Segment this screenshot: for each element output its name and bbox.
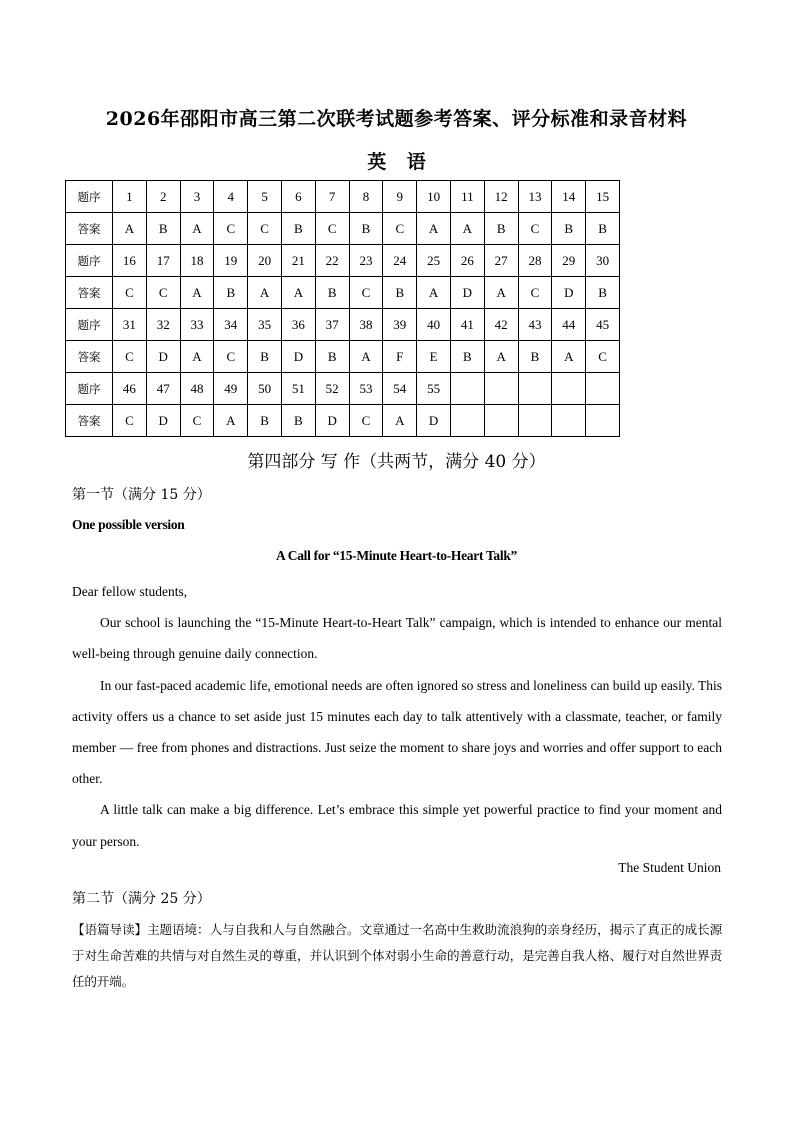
essay-title: A Call for “15-Minute Heart-to-Heart Talk” bbox=[276, 548, 517, 563]
answer-cell: C bbox=[586, 341, 620, 373]
question-number-cell: 39 bbox=[383, 309, 417, 341]
question-number-cell: 10 bbox=[417, 181, 451, 213]
answer-cell: B bbox=[281, 405, 315, 437]
answer-cell: A bbox=[349, 341, 383, 373]
question-number-cell: 5 bbox=[248, 181, 282, 213]
signature: The Student Union bbox=[618, 860, 721, 875]
answer-cell: B bbox=[586, 277, 620, 309]
answer-cell: C bbox=[146, 277, 180, 309]
answer-row bbox=[66, 341, 620, 373]
row-label: 答案 bbox=[66, 277, 113, 309]
question-number-cell: 43 bbox=[518, 309, 552, 341]
question-number-row bbox=[66, 245, 620, 277]
question-number-cell: 38 bbox=[349, 309, 383, 341]
question-number-row bbox=[66, 373, 620, 405]
answer-cell: C bbox=[180, 405, 214, 437]
question-number-cell: 6 bbox=[281, 181, 315, 213]
answer-cell: A bbox=[180, 277, 214, 309]
question-number-cell: 3 bbox=[180, 181, 214, 213]
question-number-row bbox=[66, 181, 620, 213]
section1-heading: 第一节（满分 15 分） bbox=[72, 487, 211, 503]
answer-cell: B bbox=[450, 341, 484, 373]
question-number-cell: 8 bbox=[349, 181, 383, 213]
question-number-cell: 7 bbox=[315, 181, 349, 213]
answer-cell: B bbox=[552, 213, 586, 245]
question-number-cell: 26 bbox=[450, 245, 484, 277]
answer-cell: C bbox=[248, 213, 282, 245]
essay-body bbox=[72, 576, 722, 857]
answer-cell: D bbox=[552, 277, 586, 309]
answer-cell: B bbox=[315, 277, 349, 309]
question-number-cell: 54 bbox=[383, 373, 417, 405]
answer-cell: C bbox=[214, 213, 248, 245]
answer-cell: C bbox=[113, 277, 147, 309]
essay-paragraph: In our fast-paced academic life, emotional needs are often ignored so stress and loneliness can build up easily. This activity offers us a chance to set aside just 15 minutes each day to talk attentively with a classmate, teacher, or family member — free from phones and distractions. Just seize the moment to share joys and worries and offer support to each other. bbox=[72, 677, 722, 787]
question-number-cell: 9 bbox=[383, 181, 417, 213]
section2-heading: 第二节（满分 25 分） bbox=[72, 891, 211, 907]
answer-cell: C bbox=[349, 277, 383, 309]
answer-cell: D bbox=[450, 277, 484, 309]
question-number-cell: 29 bbox=[552, 245, 586, 277]
question-number-cell bbox=[552, 373, 586, 405]
question-number-cell: 23 bbox=[349, 245, 383, 277]
question-number-cell: 34 bbox=[214, 309, 248, 341]
question-number-cell: 2 bbox=[146, 181, 180, 213]
question-number-cell: 17 bbox=[146, 245, 180, 277]
answer-cell: A bbox=[417, 277, 451, 309]
answer-cell: B bbox=[383, 277, 417, 309]
answer-cell: A bbox=[552, 341, 586, 373]
answer-cell: D bbox=[417, 405, 451, 437]
reading-guide: 【语篇导读】主题语境：人与自我和人与自然融合。文章通过一名高中生救助流浪狗的亲身经历，揭示了真正的成长源于对生命苦难的共情与对自然生灵的尊重，并认识到个体对弱小生命的善意行动，是完善自我人格、履行对自然世界责任的开端。 bbox=[72, 922, 722, 989]
question-number-cell: 47 bbox=[146, 373, 180, 405]
answer-row bbox=[66, 213, 620, 245]
question-number-cell: 41 bbox=[450, 309, 484, 341]
answer-cell: A bbox=[214, 405, 248, 437]
question-number-cell: 51 bbox=[281, 373, 315, 405]
answer-cell: B bbox=[586, 213, 620, 245]
question-number-cell bbox=[484, 373, 518, 405]
answer-cell: B bbox=[146, 213, 180, 245]
answer-cell bbox=[586, 405, 620, 437]
row-label: 题序 bbox=[66, 181, 113, 213]
row-label: 题序 bbox=[66, 309, 113, 341]
row-label: 答案 bbox=[66, 405, 113, 437]
essay-paragraph: A little talk can make a big difference. Let’s embrace this simple yet powerful practice to find your moment and your person. bbox=[72, 802, 722, 849]
part4-heading: 第四部分 写 作（共两节，满分 40 分） bbox=[247, 452, 546, 472]
answer-cell: C bbox=[113, 405, 147, 437]
answer-cell: C bbox=[214, 341, 248, 373]
answer-cell: A bbox=[417, 213, 451, 245]
row-label: 答案 bbox=[66, 213, 113, 245]
essay-paragraph: Our school is launching the “15-Minute Heart-to-Heart Talk” campaign, which is intended to enhance our mental well-being through genuine daily connection. bbox=[72, 615, 722, 662]
answer-cell: D bbox=[315, 405, 349, 437]
question-number-cell: 25 bbox=[417, 245, 451, 277]
answer-cell: B bbox=[248, 405, 282, 437]
question-number-cell: 15 bbox=[586, 181, 620, 213]
question-number-cell: 50 bbox=[248, 373, 282, 405]
answer-cell: A bbox=[248, 277, 282, 309]
question-number-cell: 52 bbox=[315, 373, 349, 405]
answer-cell: A bbox=[383, 405, 417, 437]
answer-cell: B bbox=[214, 277, 248, 309]
question-number-cell: 4 bbox=[214, 181, 248, 213]
subject-title: 英 语 bbox=[367, 151, 426, 173]
question-number-cell: 53 bbox=[349, 373, 383, 405]
document-title: 2026年邵阳市高三第二次联考试题参考答案、评分标准和录音材料 bbox=[105, 108, 688, 130]
question-number-cell: 42 bbox=[484, 309, 518, 341]
question-number-cell: 13 bbox=[518, 181, 552, 213]
answer-cell: B bbox=[315, 341, 349, 373]
answer-cell: B bbox=[518, 341, 552, 373]
question-number-cell: 12 bbox=[484, 181, 518, 213]
question-number-cell: 20 bbox=[248, 245, 282, 277]
answer-cell: E bbox=[417, 341, 451, 373]
question-number-cell: 16 bbox=[113, 245, 147, 277]
question-number-cell bbox=[450, 373, 484, 405]
question-number-cell: 1 bbox=[113, 181, 147, 213]
answer-cell: F bbox=[383, 341, 417, 373]
answer-cell: C bbox=[518, 213, 552, 245]
question-number-cell: 14 bbox=[552, 181, 586, 213]
answer-cell: A bbox=[450, 213, 484, 245]
question-number-cell: 55 bbox=[417, 373, 451, 405]
question-number-cell: 21 bbox=[281, 245, 315, 277]
question-number-cell bbox=[518, 373, 552, 405]
answer-cell: D bbox=[146, 405, 180, 437]
question-number-cell: 48 bbox=[180, 373, 214, 405]
question-number-cell: 32 bbox=[146, 309, 180, 341]
answer-cell: C bbox=[383, 213, 417, 245]
answer-cell: C bbox=[113, 341, 147, 373]
answer-cell: B bbox=[281, 213, 315, 245]
answer-cell: A bbox=[180, 213, 214, 245]
question-number-cell: 31 bbox=[113, 309, 147, 341]
answer-cell: D bbox=[146, 341, 180, 373]
question-number-cell: 28 bbox=[518, 245, 552, 277]
answer-cell: A bbox=[281, 277, 315, 309]
question-number-cell: 11 bbox=[450, 181, 484, 213]
question-number-cell: 24 bbox=[383, 245, 417, 277]
question-number-cell: 22 bbox=[315, 245, 349, 277]
question-number-cell: 19 bbox=[214, 245, 248, 277]
question-number-cell: 36 bbox=[281, 309, 315, 341]
question-number-cell: 30 bbox=[586, 245, 620, 277]
answer-cell: B bbox=[349, 213, 383, 245]
question-number-cell: 27 bbox=[484, 245, 518, 277]
answer-cell: D bbox=[281, 341, 315, 373]
answer-row bbox=[66, 277, 620, 309]
question-number-cell: 44 bbox=[552, 309, 586, 341]
answer-cell: C bbox=[349, 405, 383, 437]
question-number-cell: 49 bbox=[214, 373, 248, 405]
question-number-cell: 45 bbox=[586, 309, 620, 341]
row-label: 答案 bbox=[66, 341, 113, 373]
answer-cell: A bbox=[113, 213, 147, 245]
version-label: One possible version bbox=[72, 517, 185, 532]
answer-cell bbox=[518, 405, 552, 437]
answer-cell: C bbox=[315, 213, 349, 245]
answer-cell: B bbox=[248, 341, 282, 373]
answer-cell: B bbox=[484, 213, 518, 245]
answer-row bbox=[66, 405, 620, 437]
answer-cell bbox=[450, 405, 484, 437]
answer-cell: A bbox=[484, 277, 518, 309]
question-number-row bbox=[66, 309, 620, 341]
answer-cell: A bbox=[180, 341, 214, 373]
answer-cell: C bbox=[518, 277, 552, 309]
question-number-cell: 35 bbox=[248, 309, 282, 341]
row-label: 题序 bbox=[66, 245, 113, 277]
question-number-cell: 40 bbox=[417, 309, 451, 341]
salutation: Dear fellow students, bbox=[72, 584, 188, 599]
question-number-cell: 18 bbox=[180, 245, 214, 277]
answer-cell bbox=[552, 405, 586, 437]
row-label: 题序 bbox=[66, 373, 113, 405]
question-number-cell: 46 bbox=[113, 373, 147, 405]
question-number-cell bbox=[586, 373, 620, 405]
answer-table bbox=[65, 180, 620, 437]
question-number-cell: 33 bbox=[180, 309, 214, 341]
answer-cell: A bbox=[484, 341, 518, 373]
question-number-cell: 37 bbox=[315, 309, 349, 341]
answer-cell bbox=[484, 405, 518, 437]
